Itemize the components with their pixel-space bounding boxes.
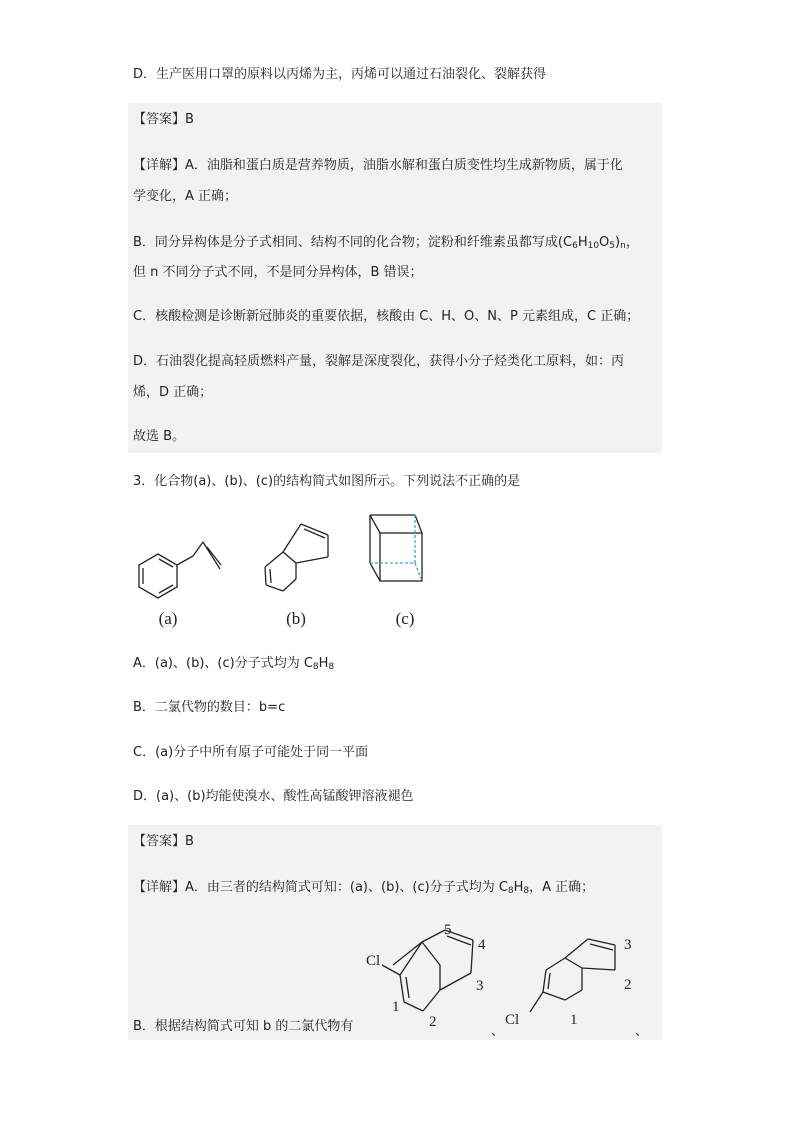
question-stem: 3．化合物(a)、(b)、(c)的结构简式如图所示。下列说法不正确的是: [133, 474, 521, 489]
detail-d-line2: 烯，D 正确；: [133, 385, 213, 400]
structure-a-styrene: [139, 542, 221, 598]
s1-num-5: 5: [444, 922, 452, 938]
conclusion: 故选 B。: [133, 429, 186, 444]
option-b: B．二氯代物的数目：b=c: [133, 700, 286, 715]
detail-a: 【详解】A．由三者的结构简式可知：(a)、(b)、(c)分子式均为 $C_8H_8$，A 正确；: [133, 880, 595, 896]
separator-2: 、: [635, 1024, 649, 1039]
label-c: (c): [395, 609, 415, 628]
structure-figure: [120, 505, 440, 635]
answer: 【答案】B: [133, 834, 194, 849]
separator-1: 、: [491, 1024, 505, 1039]
s1-num-3: 3: [476, 978, 484, 994]
dichloride-structure-2: [530, 939, 615, 1012]
detail-b-line2: 但 n 不同分子式不同，不是同分异构体，B 错误；: [133, 265, 423, 280]
s1-num-1: 1: [392, 999, 400, 1015]
structure-c-cubane: [370, 515, 422, 581]
label-a: (a): [158, 609, 178, 628]
s1-cl: Cl: [366, 953, 381, 969]
detail-a-line2: 学变化，A 正确；: [133, 189, 238, 204]
s2-cl: Cl: [505, 1012, 520, 1028]
s2-num-2: 2: [624, 977, 632, 993]
s1-num-4: 4: [478, 937, 486, 953]
structure-b-bicyclic: [265, 524, 328, 591]
s2-num-1: 1: [570, 1012, 578, 1028]
option-d: D．(a)、(b)均能使溴水、酸性高锰酸钾溶液褪色: [133, 789, 414, 804]
option-d-previous: D．生产医用口罩的原料以丙烯为主，丙烯可以通过石油裂化、裂解获得: [133, 67, 547, 82]
s2-num-3: 3: [624, 937, 632, 953]
option-c: C．(a)分子中所有原子可能处于同一平面: [133, 745, 369, 760]
s1-num-2: 2: [429, 1014, 437, 1030]
detail-b-line1: B．同分异构体是分子式相同、结构不同的化合物；淀粉和纤维素虽都写成$(C_6H_{10}O_5)_n$，: [133, 235, 639, 251]
detail-c-line: C．核酸检测是诊断新冠肺炎的重要依据，核酸由 C、H、O、N、P 元素组成，C 正确；: [133, 309, 640, 324]
dichloride-structures: [360, 915, 660, 1040]
detail-b: B．根据结构简式可知 b 的二氯代物有: [133, 1019, 354, 1034]
answer-previous: 【答案】B: [133, 112, 194, 127]
label-b: (b): [286, 609, 306, 628]
detail-a-line1: 【详解】A．油脂和蛋白质是营养物质，油脂水解和蛋白质变性均生成新物质，属于化: [133, 158, 623, 173]
detail-d-line1: D．石油裂化提高轻质燃料产量，裂解是深度裂化，获得小分子烃类化工原料，如：丙: [133, 354, 625, 369]
option-a: A．(a)、(b)、(c)分子式均为 $C_8H_8$: [133, 656, 335, 672]
